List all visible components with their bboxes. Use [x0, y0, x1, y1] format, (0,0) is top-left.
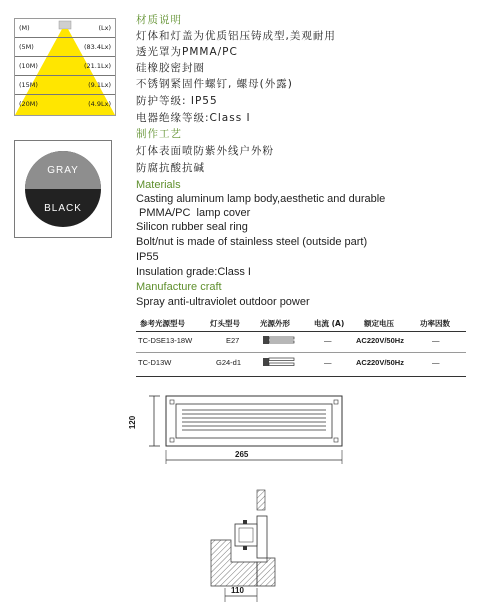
spec-line-en: Silicon rubber seal ring [136, 221, 248, 233]
finish-swatch [25, 151, 101, 227]
spec-line-en: Insulation grade:Class I [136, 266, 251, 278]
spec-table: 参考光源型号 灯头型号 光源外形 电流 (A) 额定电压 功率因数 TC-DSE13-18W E27 — AC220V/50Hz — TC-D13W G24-d1 — AC220V/50Hz — [136, 312, 466, 382]
width-dimension-label: 265 [235, 450, 249, 459]
lamp-shape-icon [262, 334, 296, 346]
lux-row: (5M) (83.4Lx) [19, 43, 111, 51]
craft-line-zh: 灯体表面喷防紫外线户外粉 [136, 145, 274, 157]
table-header-cell: 灯头型号 [210, 319, 240, 328]
lux-row-header: (M) (Lx) [19, 24, 111, 32]
craft-heading-en: Manufacture craft [136, 281, 222, 293]
height-dimension-label: 120 [128, 415, 138, 430]
table-header-cell: 额定电压 [364, 319, 394, 328]
table-header-cell: 光源外形 [260, 319, 290, 328]
spec-line-en: Bolt/nut is made of stainless steel (outside part) [136, 236, 368, 248]
finish-swatch-box [14, 140, 112, 238]
lux-row: (10M) (21.1Lx) [19, 62, 111, 70]
table-header-cell: 参考光源型号 [140, 319, 185, 328]
spec-line-zh: 电器绝缘等级:Class I [136, 112, 251, 124]
craft-heading-zh: 制作工艺 [136, 128, 182, 140]
spec-line-zh: 透光罩为PMMA/PC [136, 46, 238, 58]
spec-line-zh: 硅橡胶密封圈 [136, 62, 205, 74]
spec-line-en: Casting aluminum lamp body,aesthetic and durable [136, 193, 386, 205]
lux-row: (15M) (9.1Lx) [19, 81, 111, 89]
material-heading-en: Materials [136, 179, 181, 191]
finish-gray-label: GRAY [47, 165, 79, 176]
spec-line-en: PMMA/PC lamp cover [136, 207, 251, 219]
table-header-cell: 电流 (A) [314, 319, 345, 328]
lamp-shape-icon [262, 356, 296, 368]
lux-row: (20M) (4.9Lx) [19, 100, 111, 108]
craft-line-zh: 防腐抗酸抗碱 [136, 162, 205, 174]
spec-line-zh: 不锈钢紧固件螺钉, 螺母(外露) [136, 78, 293, 90]
illuminance-panel [14, 18, 116, 116]
table-header-cell: 功率因数 [420, 319, 450, 328]
spec-line-zh: 防护等级: IP55 [136, 95, 218, 107]
spec-line-zh: 灯体和灯盖为优质铝压铸成型,美观耐用 [136, 30, 336, 42]
finish-black-label: BLACK [44, 203, 82, 214]
material-heading-zh: 材质说明 [136, 14, 182, 26]
craft-line-en: Spray anti-ultraviolet outdoor power [136, 296, 310, 308]
depth-dimension-label: 110 [231, 586, 244, 595]
spec-line-en: IP55 [136, 251, 159, 263]
